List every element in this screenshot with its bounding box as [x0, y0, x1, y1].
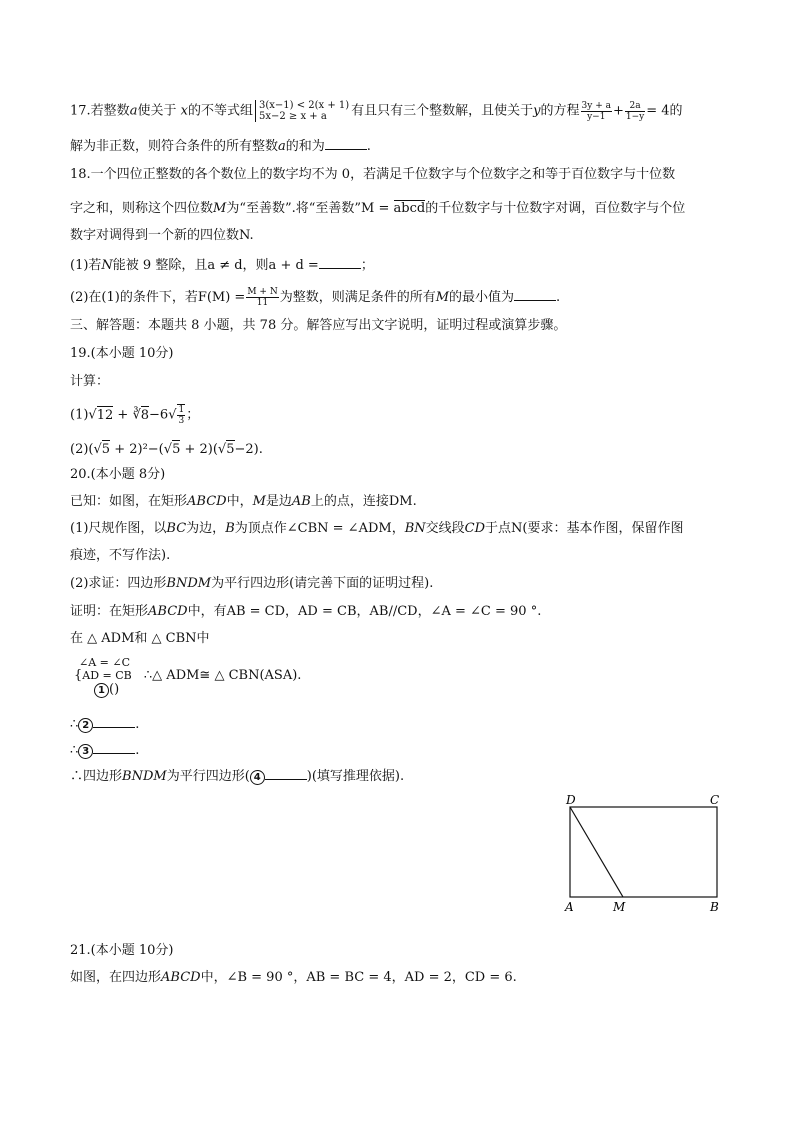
q20-proof-line-1: 证明：在矩形ABCD中，有AB = CD，AD = CB，AB//CD，∠A = ∠C = 90 °. [70, 604, 542, 619]
fraction: $\frac{M + N}{11}$ [247, 287, 278, 308]
label-a: A [565, 900, 574, 914]
q21-heading: 21.(本小题 10分) [70, 943, 174, 958]
q18-line-2: 字之和，则称这个四位数M为“至善数”.将“至善数”M = abcd的千位数字与十位数字对调，百位数字与个位 [70, 201, 686, 216]
proof-step-4: ∴四边形BNDM为平行四边形( 4 )(填写推理依据). [70, 769, 405, 784]
label-m: M [613, 900, 626, 914]
fraction: $\frac{3y + a}{y-1}$ [581, 100, 611, 122]
q18-line-3: 数字对调得到一个新的四位数N. [70, 228, 254, 243]
q21-line-1: 如图，在四边形ABCD中，∠B = 90 °，AB = BC = 4，AD = 2，CD = 6. [70, 970, 517, 985]
answer-blank[interactable] [265, 767, 307, 780]
answer-blank[interactable] [93, 741, 135, 754]
answer-blank[interactable] [514, 288, 556, 301]
inequality-system: 3(x−1) < 2(x + 1) 5x−2 ≥ x + a [255, 100, 349, 122]
q18-part-1: (1)若N能被 9 整除，且a ≠ d，则a + d = ； [70, 258, 374, 273]
fraction: $\frac{2a}{1-y}$ [625, 100, 645, 122]
proof-brace-line-1: ∠A = ∠C [79, 656, 131, 669]
answer-blank[interactable] [319, 256, 361, 269]
rectangle-abcd [570, 807, 717, 897]
fraction: $\frac{1}{3}$ [178, 405, 185, 426]
q17-line-1: 17.若整数a使关于 x的不等式组 3(x−1) < 2(x + 1) 5x−2 ≥ x + a 有且只有三个整数解，且使关于y的方程 $\frac{3y + a}{y-1}$ + $\frac{2a}{1-y}$ = 4的 [70, 100, 683, 122]
q20-proof-line-2: 在 △ ADM和 △ CBN中 [70, 631, 210, 646]
q19-heading: 19.(本小题 10分) [70, 346, 174, 361]
q19-part-1: (1)√12 + ∛8−6√ $\frac{1}{3}$ ； [70, 405, 200, 426]
segment-dm [570, 807, 623, 897]
q20-line-2: (1)尺规作图，以BC为边，B为顶点作∠CBN = ∠ADM，BN交线段CD于点N(要求：基本作图，保留作图 [70, 521, 684, 536]
q18-line-1: 18.一个四位正整数的各个数位上的数字均不为 0，若满足千位数字与个位数字之和等于百位数字与十位数 [70, 167, 676, 182]
circled-number-2: 2 [78, 718, 93, 733]
circled-number-3: 3 [78, 744, 93, 759]
q19-part-2: (2)(√5 + 2)²−(√5 + 2)(√5−2). [70, 442, 263, 457]
q20-heading: 20.(本小题 8分) [70, 467, 166, 482]
section-3-heading: 三、解答题：本题共 8 小题，共 78 分。解答应写出文字说明，证明过程或演算步骤。 [70, 318, 567, 333]
brace-symbol: { [74, 668, 83, 683]
proof-step-2: ∴ 2 . [70, 717, 140, 732]
answer-blank[interactable] [325, 137, 367, 150]
label-d: D [566, 793, 576, 807]
blank-paren[interactable]: () [109, 682, 120, 697]
proof-brace-line-3 [94, 682, 119, 698]
var-a: a [129, 103, 138, 119]
answer-blank[interactable] [93, 715, 135, 728]
rectangle-figure [560, 790, 730, 920]
q18-part-2: (2)在(1)的条件下，若F(M) = $\frac{M + N}{11}$ 为整数，则满足条件的所有M的最小值为 . [70, 287, 561, 308]
circled-number-4: 4 [250, 770, 265, 785]
label-b: B [710, 900, 719, 914]
overlined-number: abcd [393, 201, 426, 216]
q20-line-3: 痕迹，不写作法). [70, 548, 171, 563]
circled-number-1: 1 [94, 683, 109, 698]
q19-calc-label: 计算： [70, 374, 110, 389]
proof-step-3: ∴ 3 . [70, 743, 140, 758]
q20-line-4: (2)求证：四边形BNDM为平行四边形(请完善下面的证明过程). [70, 576, 434, 591]
label-c: C [710, 793, 720, 807]
q17-line-2: 解为非正数，则符合条件的所有整数a的和为 . [70, 139, 371, 154]
q20-line-1: 已知：如图，在矩形ABCD中，M是边AB上的点，连接DM. [70, 494, 417, 509]
proof-brace-line-2: {AD = CB ∴△ ADM≅ △ CBN(ASA). [74, 668, 302, 683]
